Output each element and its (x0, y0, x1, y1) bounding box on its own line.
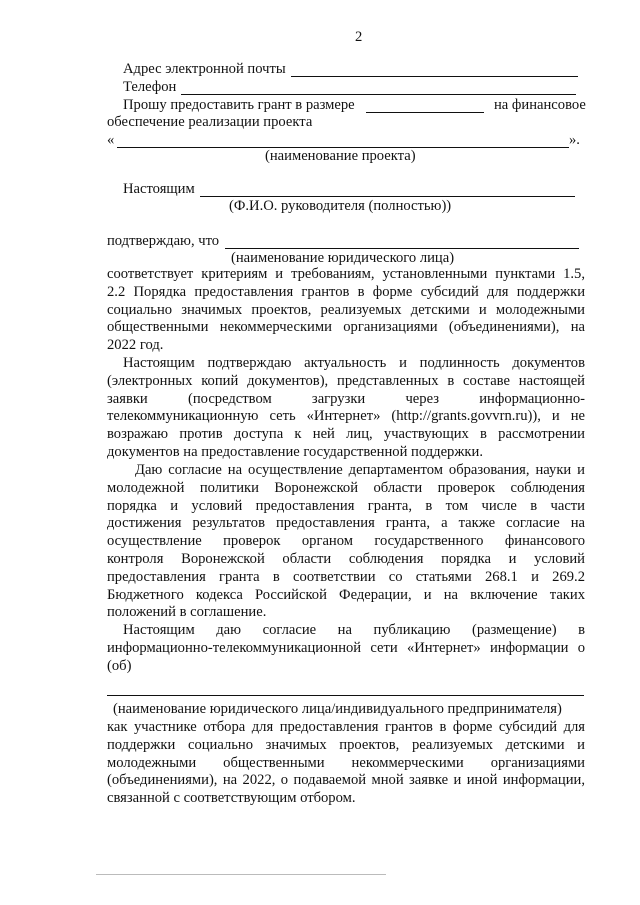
confirm-label: подтверждаю, что (107, 233, 220, 249)
inspection-line: осуществление проверок органом государственного финансового (107, 533, 585, 550)
project-name-caption: (наименование проекта) (265, 148, 416, 164)
criteria-line: социально значимых проектов, реализуемых детскими и молодежными (107, 301, 585, 318)
quote-open: « (107, 132, 115, 148)
grant-request-line2: обеспечение реализации проекта (107, 114, 313, 130)
criteria-paragraph (107, 266, 585, 355)
inspection-consent-paragraph (107, 462, 585, 622)
participant-line: поддержки социально значимых проектов, реализуемых детскими и (107, 736, 585, 753)
page-number: 2 (355, 29, 363, 45)
criteria-line: 2.2 Порядка предоставления грантов в форме субсидий для поддержки (107, 283, 585, 300)
publication-line: информационно-телекоммуникационной сети «Интернет» информации о (107, 639, 585, 656)
documents-line: телекоммуникационную сеть «Интернет» (http://grants.govvrn.ru)), и не (107, 408, 585, 425)
publication-line: (об) (107, 657, 132, 674)
documents-paragraph (107, 355, 585, 462)
phone-label: Телефон (123, 79, 177, 95)
publication-consent-paragraph (107, 622, 585, 675)
bottom-rule (96, 874, 386, 875)
participant-line: как участнике отбора для предоставления грантов в форме субсидий для (107, 719, 585, 735)
legal-entity-caption: (наименование юридического лица) (231, 250, 455, 266)
participant-line: (объединениями), на 2022, о подаваемой мной заявке и иной информации, (107, 772, 585, 789)
legal-entity-line (225, 248, 579, 249)
email-field-line (291, 76, 578, 77)
inspection-line: достижения результатов предоставления гранта, а также согласие на (107, 515, 585, 532)
documents-line: Настоящим подтверждаю актуальность и подлинность документов (123, 355, 585, 371)
criteria-line: соответствует критериям и требованиям, установленными пунктами 1.5, (107, 266, 585, 282)
inspection-line: предоставления гранта в соответствии со статьями 268.1 и 269.2 (107, 568, 585, 585)
documents-line: (электронных копий документов), представленных в составе настоящей (107, 372, 585, 389)
phone-field-line (181, 94, 576, 95)
inspection-line: Даю согласие на осуществление департаментом образования, науки и (135, 462, 585, 478)
inspection-line: Бюджетного кодекса Российской Федерации, и на включение таких (107, 586, 585, 603)
head-name-caption: (Ф.И.О. руководителя (полностью)) (229, 198, 452, 214)
quote-close: ». (569, 132, 580, 148)
publication-line: Настоящим даю согласие на публикацию (размещение) в (123, 622, 585, 638)
criteria-line: общественными некоммерческими организациями (объединениями), на (107, 319, 585, 336)
grant-request-prefix: Прошу предоставить грант в размере (123, 97, 355, 113)
inspection-line: порядка и условий предоставления гранта, в том числе в части (107, 497, 585, 514)
participant-paragraph (107, 719, 585, 808)
criteria-line: 2022 год. (107, 337, 164, 354)
inspection-line: положений в соглашение. (107, 604, 267, 621)
participant-line: связанной с соответствующим отбором. (107, 790, 356, 807)
grant-request-suffix: на финансовое (494, 97, 586, 113)
documents-line: возражаю против доступа к ней лиц, участвующих в рассмотрении (107, 426, 585, 443)
head-name-line (200, 196, 575, 197)
participant-line: молодежными общественными некоммерческими организациями (107, 754, 585, 771)
email-label: Адрес электронной почты (123, 61, 286, 77)
documents-line: заявки (посредством загрузки через информационно- (107, 390, 585, 407)
inspection-line: молодежной политики Воронежской области проверок соблюдения (107, 479, 585, 496)
documents-line: документов на предоставление государственной поддержки. (107, 443, 483, 460)
entity-or-ip-caption: (наименование юридического лица/индивидуального предпринимателя) (113, 701, 562, 717)
entity-name-line (107, 695, 584, 696)
hereby-label: Настоящим (123, 181, 195, 197)
inspection-line: контроля Воронежской области соблюдения порядка и условий (107, 550, 585, 567)
grant-amount-line (366, 112, 484, 113)
